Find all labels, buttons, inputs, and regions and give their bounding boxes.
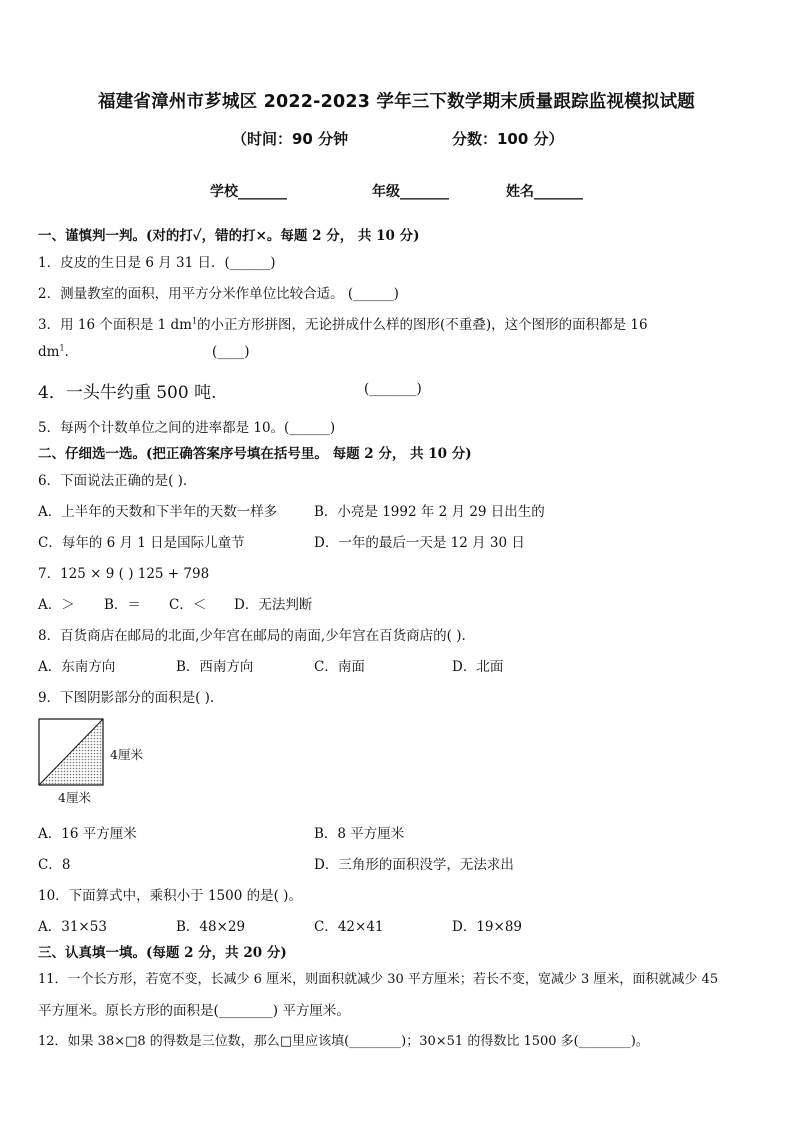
- question-4-blank: (_______): [364, 381, 422, 397]
- question-8: 8．百货商店在邮局的北面,少年宫在邮局的南面,少年宫在百货商店的( ).: [38, 628, 466, 644]
- question-3-unit-sup: 1: [59, 343, 65, 353]
- page-title: 福建省漳州市芗城区 2022-2023 学年三下数学期末质量跟踪监视模拟试题: [98, 92, 695, 112]
- school-field: 学校_______: [210, 184, 287, 200]
- question-8-option-d: D．北面: [452, 659, 504, 675]
- question-3-sup: 1: [191, 316, 198, 326]
- question-7: 7．125 × 9 ( ) 125 + 798: [38, 566, 210, 582]
- section-1-heading: 一、谨慎判一判。(对的打✓，错的打×。每题 2 分， 共 10 分): [38, 228, 420, 244]
- question-10-option-d: D．19×89: [452, 919, 522, 935]
- exam-score: 分数：100 分）: [452, 130, 564, 148]
- question-7-option-b: B．＝: [104, 597, 141, 613]
- question-7-option-c: C．＜: [169, 597, 207, 613]
- question-6-option-a: A．上半年的天数和下半年的天数一样多: [38, 504, 278, 520]
- question-3-line2: [38, 344, 69, 360]
- side-length-label: 4厘米: [110, 747, 143, 762]
- question-8-option-c: C．南面: [314, 659, 365, 675]
- question-3-unit: dm: [38, 344, 60, 360]
- question-3-line1: [38, 313, 648, 333]
- question-9-option-b: B．8 平方厘米: [314, 826, 405, 842]
- question-8-option-a: A．东南方向: [38, 659, 116, 675]
- question-9-option-a: A．16 平方厘米: [38, 826, 137, 842]
- question-3-text-b: 的小正方形拼图，无论拼成什么样的图形(不重叠)，这个图形的面积都是 16: [197, 317, 648, 333]
- question-12: 12．如果 38×□8 的得数是三位数，那么□里应该填(________)；30×51 的得数比 1500 多(________)。: [38, 1034, 649, 1049]
- question-6-option-c: C．每年的 6 月 1 日是国际儿童节: [38, 535, 245, 551]
- question-9: 9．下图阴影部分的面积是( ).: [38, 690, 215, 706]
- question-11-line1: 11．一个长方形，若宽不变，长减少 6 厘米，则面积就减少 30 平方厘米；若长不变，宽减少 3 厘米，面积就减少 45: [38, 972, 719, 987]
- question-9-option-c: C．8: [38, 857, 71, 873]
- question-6-option-d: D．一年的最后一天是 12 月 30 日: [314, 535, 525, 551]
- question-11-line2: 平方厘米。原长方形的面积是(________) 平方厘米。: [38, 1003, 350, 1019]
- question-2: 2．测量教室的面积，用平方分米作单位比较合适。 (______): [38, 286, 399, 302]
- question-4: 4．一头牛约重 500 吨.: [38, 383, 217, 403]
- question-8-option-b: B．西南方向: [176, 659, 254, 675]
- question-3-text-a: 3．用 16 个面积是 1 dm: [38, 317, 192, 333]
- question-5: 5．每两个计数单位之间的进率都是 10。(______): [38, 420, 336, 436]
- section-3-heading: 三、认真填一填。(每题 2 分，共 20 分): [38, 945, 287, 961]
- question-10: 10．下面算式中，乘积小于 1500 的是( )。: [38, 888, 302, 904]
- section-2-heading: 二、仔细选一选。(把正确答案序号填在括号里。 每题 2 分， 共 10 分): [38, 446, 472, 462]
- question-7-option-d: D．无法判断: [234, 597, 313, 613]
- question-10-option-a: A．31×53: [38, 919, 107, 935]
- question-7-option-a: A．＞: [38, 597, 75, 613]
- question-10-option-b: B．48×29: [176, 919, 246, 935]
- question-9-option-d: D．三角形的面积没学，无法求出: [314, 857, 514, 873]
- question-6: 6．下面说法正确的是( )．: [38, 473, 197, 489]
- exam-time: （时间：90 分钟: [232, 130, 349, 148]
- bottom-length-label: 4厘米: [58, 790, 91, 805]
- grade-field: 年级_______: [372, 184, 449, 200]
- question-3-blank: (____): [212, 344, 250, 360]
- question-10-option-c: C．42×41: [314, 919, 384, 935]
- question-1: 1．皮皮的生日是 6 月 31 日．(______): [38, 255, 276, 271]
- question-3-period: .: [64, 344, 69, 360]
- question-6-option-b: B．小亮是 1992 年 2 月 29 日出生的: [314, 504, 545, 520]
- name-field: 姓名_______: [506, 184, 583, 200]
